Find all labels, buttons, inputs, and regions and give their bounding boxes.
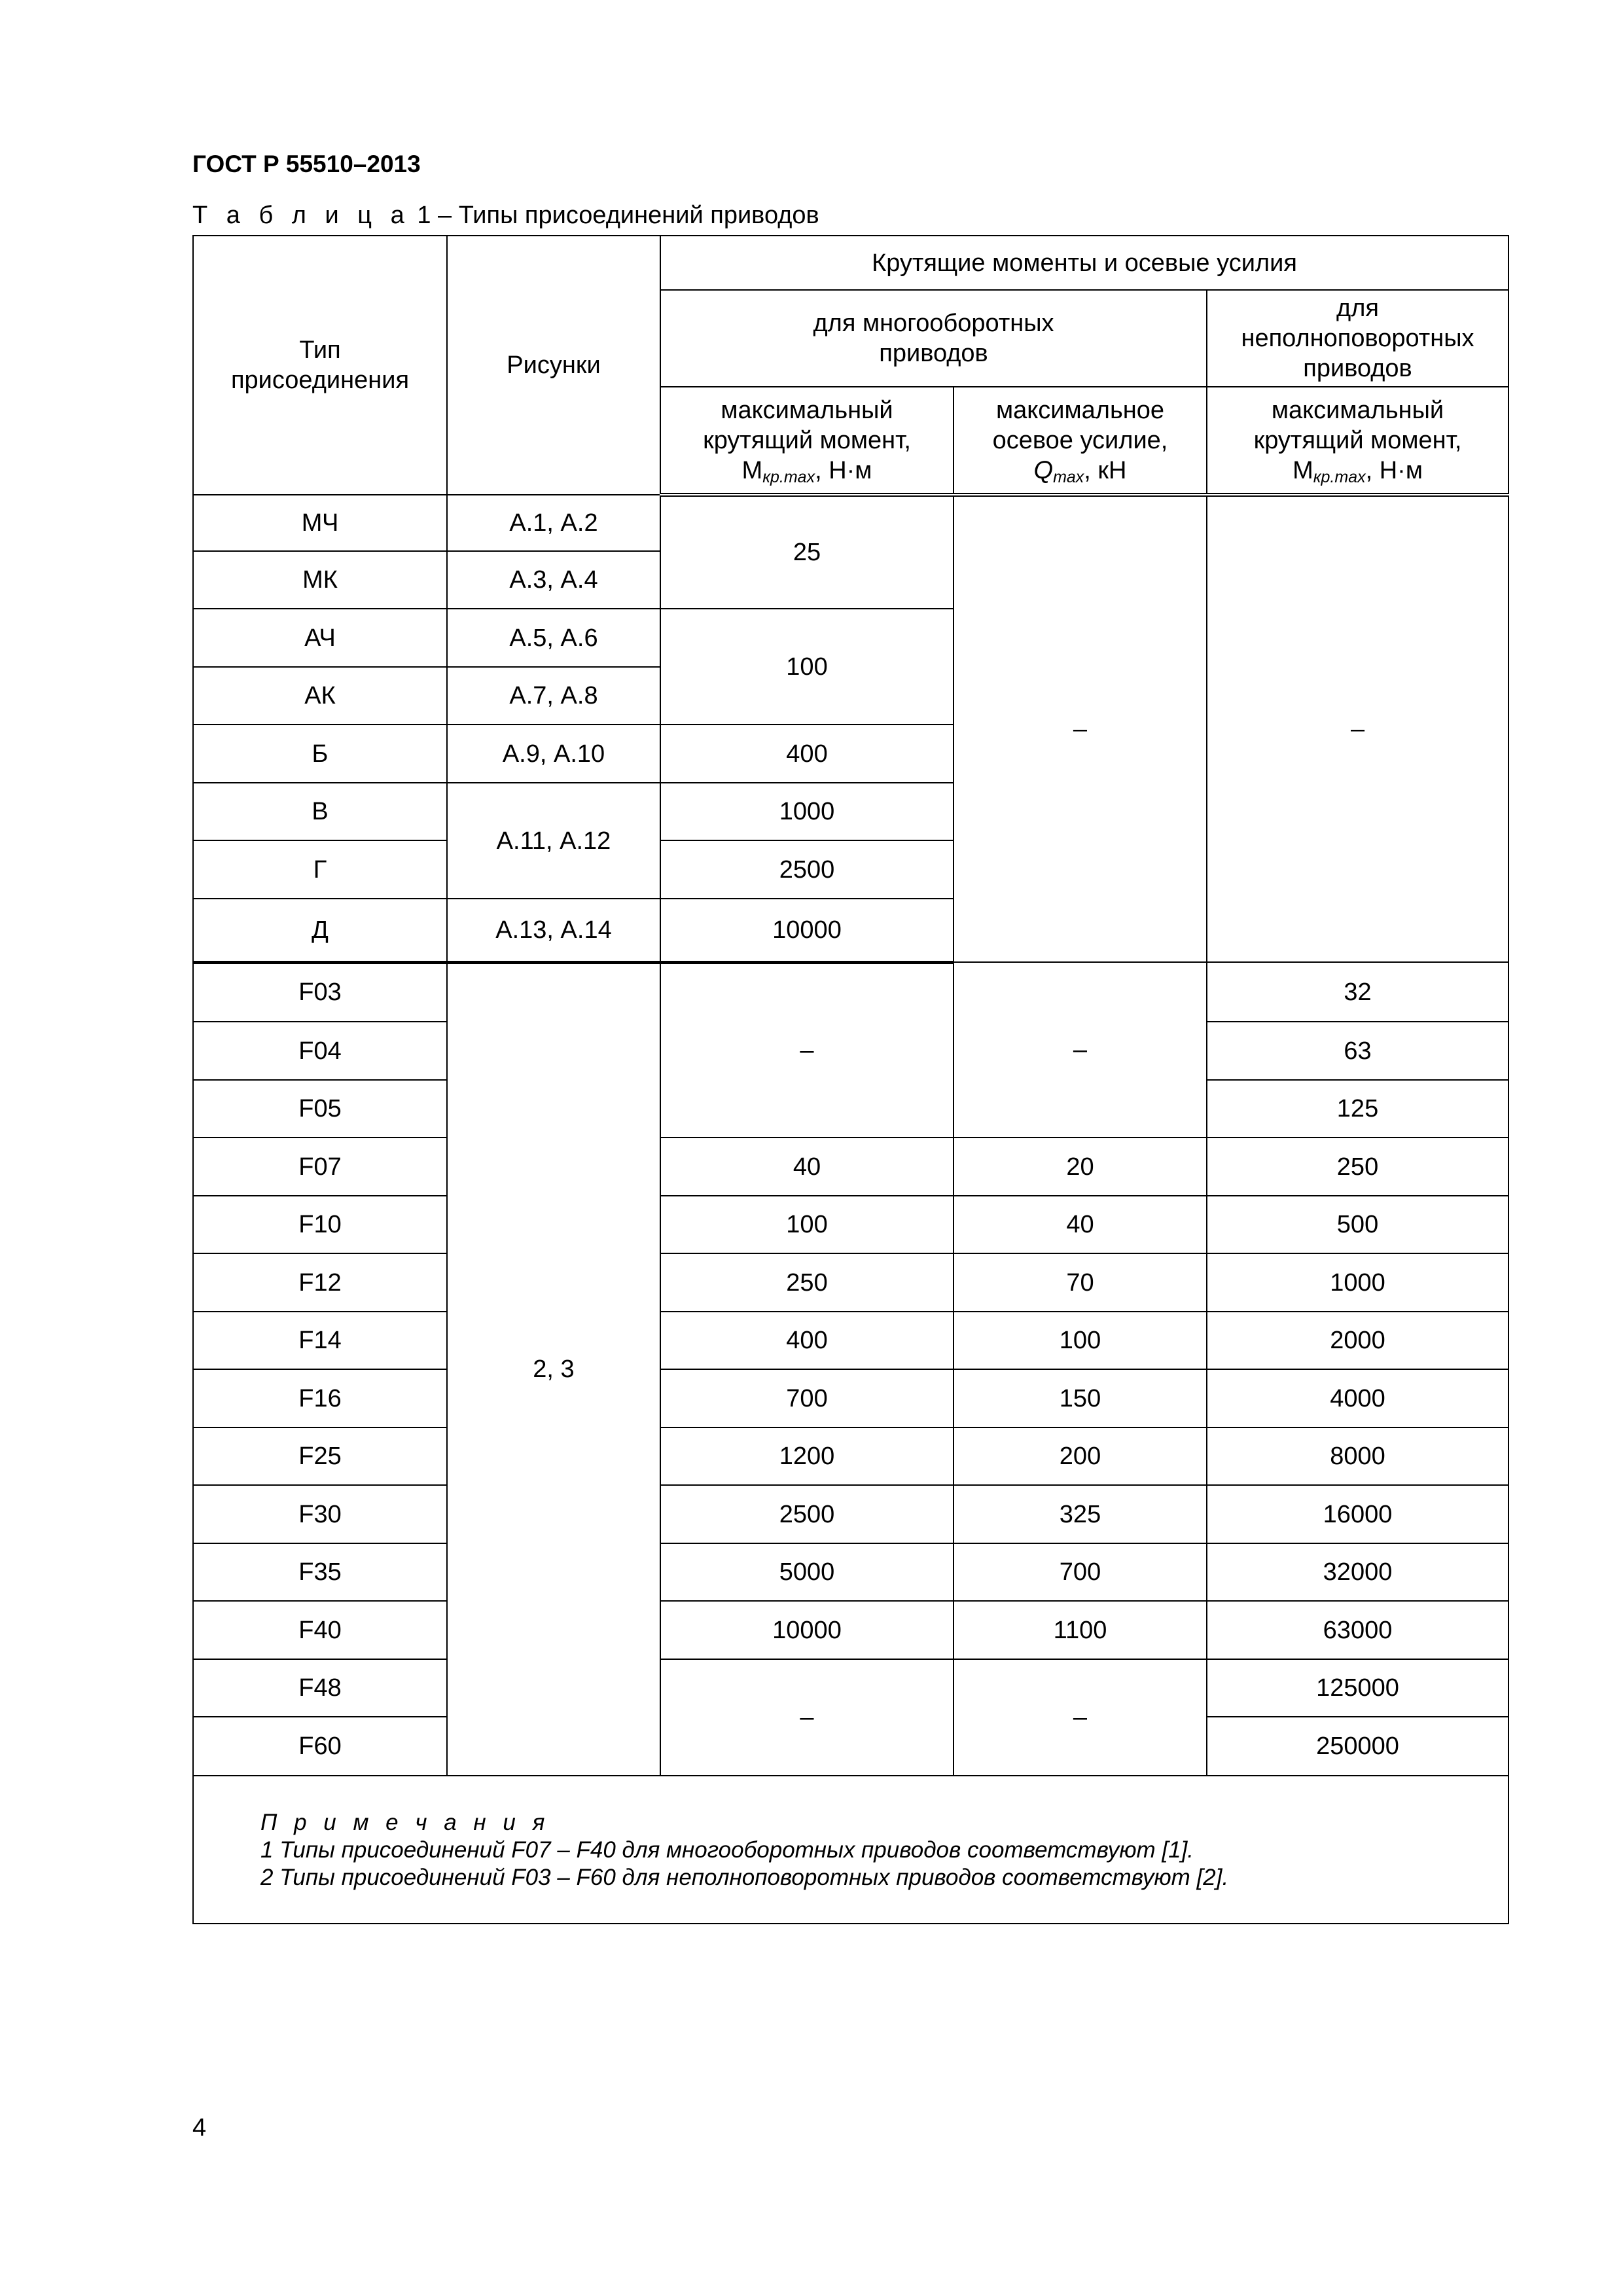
torque-cell: 2500 xyxy=(660,840,954,899)
header-line: для xyxy=(1336,295,1379,322)
figures-cell: А.9, А.10 xyxy=(447,725,660,783)
subscript: кр.max xyxy=(1313,467,1366,486)
torque-cell: 10000 xyxy=(660,1601,954,1659)
part-torque-cell: 63000 xyxy=(1207,1601,1508,1659)
header-part-turn xyxy=(1207,290,1508,387)
figures-cell: А.1, А.2 xyxy=(447,495,660,551)
unit: , Н·м xyxy=(815,456,872,484)
part-torque-cell: 125 xyxy=(1207,1080,1508,1138)
header-line: приводов xyxy=(879,340,988,367)
axial-cell: 150 xyxy=(954,1369,1207,1427)
page-number: 4 xyxy=(192,2114,207,2142)
header-multi-axial xyxy=(954,387,1207,495)
table-caption-number: 1 xyxy=(417,202,431,229)
header-line: максимальный xyxy=(721,396,893,424)
table-row xyxy=(193,1312,1508,1369)
unit: , Н·м xyxy=(1365,456,1423,484)
table-row xyxy=(193,1427,1508,1485)
part-torque-cell: 63 xyxy=(1207,1022,1508,1080)
part-torque-cell: 1000 xyxy=(1207,1253,1508,1312)
part-torque-cell: 250000 xyxy=(1207,1717,1508,1776)
torque-cell: 25 xyxy=(660,495,954,609)
header-type-line: присоединения xyxy=(230,367,410,394)
subscript: кр.max xyxy=(762,467,815,486)
axial-cell: 70 xyxy=(954,1253,1207,1312)
header-line: осевое усилие, xyxy=(992,426,1168,454)
type-cell: МК xyxy=(193,551,447,609)
type-cell: F16 xyxy=(193,1369,447,1427)
unit: , кН xyxy=(1084,456,1127,484)
torque-cell: 1200 xyxy=(660,1427,954,1485)
type-cell: АЧ xyxy=(193,609,447,667)
part-torque-cell: 250 xyxy=(1207,1138,1508,1196)
header-figures: Рисунки xyxy=(447,236,660,495)
type-cell: F07 xyxy=(193,1138,447,1196)
table-row xyxy=(193,1138,1508,1196)
part-torque-cell: 8000 xyxy=(1207,1427,1508,1485)
torque-cell: 10000 xyxy=(660,899,954,962)
part-torque-cell: 500 xyxy=(1207,1196,1508,1253)
table-row xyxy=(193,1601,1508,1659)
note-item: 2 Типы присоединений F03 – F60 для неполноповоротных приводов соответствуют [2]. xyxy=(260,1865,1229,1890)
header-line: максимальное xyxy=(995,396,1165,424)
type-cell: F03 xyxy=(193,962,447,1022)
torque-cell: 400 xyxy=(660,1312,954,1369)
header-type-line: Тип xyxy=(299,336,341,364)
table-row xyxy=(193,1485,1508,1543)
torque-cell: 100 xyxy=(660,1196,954,1253)
axial-cell: 20 xyxy=(954,1138,1207,1196)
header-line: для многооборотных xyxy=(813,310,1054,337)
header-line: крутящий момент, xyxy=(703,426,911,454)
type-cell: F40 xyxy=(193,1601,447,1659)
type-cell: Г xyxy=(193,840,447,899)
type-cell: F14 xyxy=(193,1312,447,1369)
axial-cell: 40 xyxy=(954,1196,1207,1253)
type-cell: АК xyxy=(193,667,447,725)
type-cell: F60 xyxy=(193,1717,447,1776)
header-line: максимальный xyxy=(1271,396,1444,424)
axial-cell: – xyxy=(954,962,1207,1138)
notes-row xyxy=(193,1776,1508,1924)
header-line xyxy=(954,456,1206,486)
torque-cell: – xyxy=(660,1659,954,1776)
header-line: крутящий момент, xyxy=(1253,426,1462,454)
figures-cell: А.11, А.12 xyxy=(447,783,660,899)
torque-cell: 700 xyxy=(660,1369,954,1427)
header-connection-type xyxy=(193,236,447,495)
header-line: приводов xyxy=(1303,355,1412,382)
part-torque-cell: 32000 xyxy=(1207,1543,1508,1601)
figures-cell: А.13, А.14 xyxy=(447,899,660,962)
type-cell: В xyxy=(193,783,447,840)
axial-cell: – xyxy=(954,495,1207,962)
torque-cell: 2500 xyxy=(660,1485,954,1543)
axial-cell: 325 xyxy=(954,1485,1207,1543)
axial-cell: – xyxy=(954,1659,1207,1776)
table-row xyxy=(193,1369,1508,1427)
table-row xyxy=(193,1196,1508,1253)
notes-title: П р и м е ч а н и я xyxy=(260,1810,550,1835)
table-row xyxy=(193,1253,1508,1312)
table-row xyxy=(193,495,1508,551)
header-multi-torque xyxy=(660,387,954,495)
note-item: 1 Типы присоединений F07 – F40 для многооборотных приводов соответствуют [1]. xyxy=(260,1837,1194,1863)
header-line xyxy=(661,456,953,486)
figures-cell: А.3, А.4 xyxy=(447,551,660,609)
part-torque-cell: 32 xyxy=(1207,962,1508,1022)
type-cell: F04 xyxy=(193,1022,447,1080)
type-cell: F48 xyxy=(193,1659,447,1717)
torque-cell: 400 xyxy=(660,725,954,783)
torque-cell: 1000 xyxy=(660,783,954,840)
torque-cell: 250 xyxy=(660,1253,954,1312)
part-torque-cell: 2000 xyxy=(1207,1312,1508,1369)
symbol: M xyxy=(1293,456,1313,484)
type-cell: F30 xyxy=(193,1485,447,1543)
type-cell: Д xyxy=(193,899,447,962)
document-code: ГОСТ Р 55510–2013 xyxy=(192,151,421,177)
axial-cell: 1100 xyxy=(954,1601,1207,1659)
torque-cell: 40 xyxy=(660,1138,954,1196)
table-row xyxy=(193,962,1508,1022)
type-cell: F35 xyxy=(193,1543,447,1601)
type-cell: Б xyxy=(193,725,447,783)
figures-cell: А.7, А.8 xyxy=(447,667,660,725)
table-row xyxy=(193,1543,1508,1601)
axial-cell: 100 xyxy=(954,1312,1207,1369)
header-multi-turn xyxy=(660,290,1207,387)
type-cell: МЧ xyxy=(193,495,447,551)
torque-cell: 5000 xyxy=(660,1543,954,1601)
part-torque-cell: 16000 xyxy=(1207,1485,1508,1543)
part-torque-cell: 125000 xyxy=(1207,1659,1508,1717)
type-cell: F25 xyxy=(193,1427,447,1485)
torque-cell: – xyxy=(660,962,954,1138)
header-line xyxy=(1207,456,1508,486)
table-caption xyxy=(192,202,819,230)
type-cell: F12 xyxy=(193,1253,447,1312)
header-line: неполноповоротных xyxy=(1241,325,1474,352)
figures-cell: А.5, А.6 xyxy=(447,609,660,667)
table-caption-title: – Типы присоединений приводов xyxy=(431,202,819,229)
part-torque-cell: 4000 xyxy=(1207,1369,1508,1427)
part-torque-cell: – xyxy=(1207,495,1508,962)
subscript: max xyxy=(1053,467,1084,486)
table-header-row xyxy=(193,236,1508,290)
symbol: M xyxy=(741,456,763,484)
figures-cell: 2, 3 xyxy=(447,962,660,1776)
header-group: Крутящие моменты и осевые усилия xyxy=(660,236,1508,290)
table-row xyxy=(193,1659,1508,1717)
header-part-torque xyxy=(1207,387,1508,495)
notes-cell xyxy=(193,1776,1508,1924)
torque-cell: 100 xyxy=(660,609,954,725)
type-cell: F05 xyxy=(193,1080,447,1138)
axial-cell: 700 xyxy=(954,1543,1207,1601)
connection-types-table xyxy=(192,235,1509,1924)
symbol: Q xyxy=(1033,456,1054,484)
table-caption-prefix: Т а б л и ц а xyxy=(192,202,410,229)
axial-cell: 200 xyxy=(954,1427,1207,1485)
type-cell: F10 xyxy=(193,1196,447,1253)
